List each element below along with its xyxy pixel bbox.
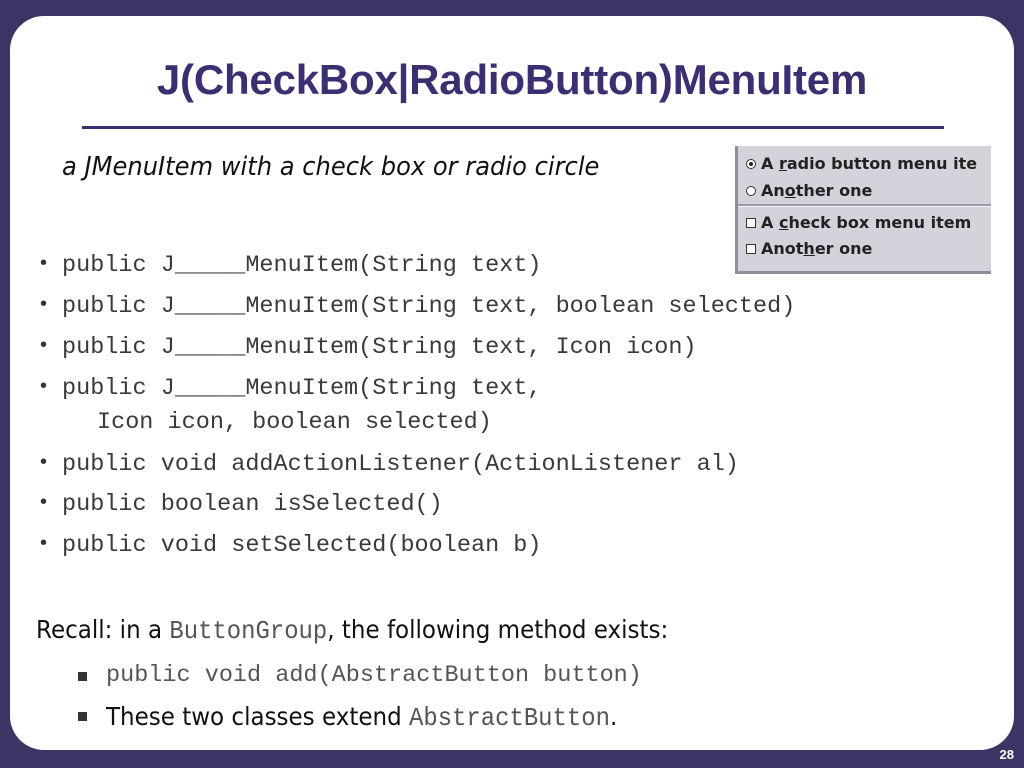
bullet-icon: •	[40, 334, 48, 356]
title-underline	[82, 126, 944, 129]
code-text: public boolean isSelected()	[62, 491, 443, 518]
recall-text: Recall: in a	[36, 615, 170, 644]
mnemonic-letter: h	[803, 239, 815, 258]
mnemonic-letter: o	[784, 181, 796, 200]
bullet-icon: •	[40, 451, 48, 473]
menu-item-label: ther one	[795, 181, 873, 200]
bullet-icon: •	[40, 375, 48, 397]
radio-menu-item-1	[746, 153, 977, 175]
code-text: public void add(AbstractButton button)	[106, 662, 642, 689]
bullet-icon: •	[40, 293, 48, 315]
menu-item-label: heck box menu item	[788, 213, 972, 232]
code-text: public void setSelected(boolean b)	[62, 532, 542, 559]
radio-menu-item-2	[746, 180, 872, 202]
menu-item-label: A	[761, 154, 779, 173]
checkbox-menu-item-1	[746, 212, 971, 234]
checkbox-unchecked-icon	[746, 218, 756, 228]
mnemonic-letter: c	[778, 213, 789, 232]
recall-text: , the following method exists:	[327, 615, 669, 644]
slide-title: J(CheckBox|RadioButton)MenuItem	[156, 56, 868, 103]
bullet-icon: •	[40, 252, 48, 274]
code-text: public J_____MenuItem(String text, Icon icon)	[62, 334, 697, 361]
radio-unselected-icon	[746, 186, 756, 196]
slide-subtitle: a JMenuItem with a check box or radio circle	[62, 152, 600, 182]
square-bullet-icon	[78, 672, 87, 681]
menu-item-label: adio button menu ite	[786, 154, 978, 173]
recall-paragraph	[36, 615, 668, 646]
menu-item-label: An	[761, 181, 785, 200]
code-text: Icon icon, boolean selected)	[97, 409, 492, 436]
note-label: .	[609, 702, 618, 731]
code-text: public void addActionListener(ActionListener al)	[62, 451, 739, 478]
square-bullet-icon	[78, 712, 87, 721]
bullet-icon: •	[40, 532, 48, 554]
page-number: 28	[999, 747, 1014, 762]
inline-code: AbstractButton	[408, 703, 610, 733]
inline-code: ButtonGroup	[169, 616, 328, 646]
menu-item-label: Anot	[761, 239, 804, 258]
menu-item-label: A	[761, 213, 779, 232]
menu-screenshot	[735, 146, 991, 274]
mnemonic-letter: r	[778, 154, 787, 173]
checkbox-menu-item-2	[746, 238, 872, 260]
radio-selected-icon	[746, 159, 756, 169]
note-text	[106, 702, 617, 733]
checkbox-unchecked-icon	[746, 244, 756, 254]
code-text: public J_____MenuItem(String text, boolean selected)	[62, 293, 796, 320]
code-text: public J_____MenuItem(String text,	[62, 375, 542, 402]
bullet-icon: •	[40, 491, 48, 513]
note-label: These two classes extend	[106, 702, 409, 731]
menu-item-label: er one	[814, 239, 873, 258]
menu-separator	[738, 204, 991, 207]
code-text: public J_____MenuItem(String text)	[62, 252, 542, 279]
